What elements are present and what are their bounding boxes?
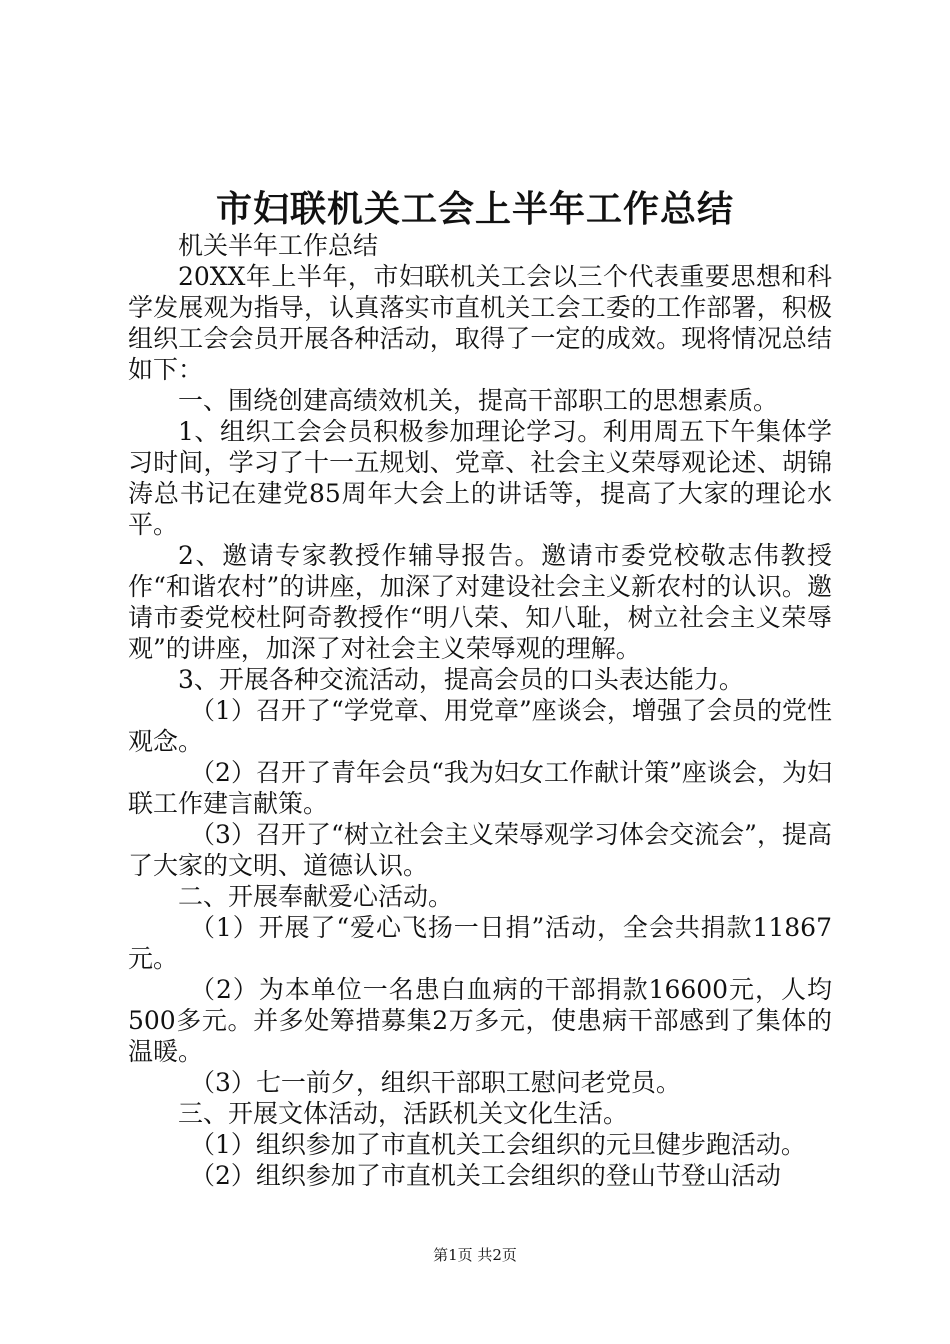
list-item: （2）召开了青年会员“我为妇女工作献计策”座谈会，为妇联工作建言献策。 [128,758,832,818]
paragraph: 机关半年工作总结 [178,231,379,260]
list-item: （2）为本单位一名患白血病的干部捐款16600元，人均500多元。并多处筹措募集2万多元，使患病干部感到了集体的温暖。 [128,975,832,1066]
paragraph: 20XX年上半年，市妇联机关工会以三个代表重要思想和科学发展观为指导，认真落实市直机关工会工委的工作部署，积极组织工会会员开展各种活动，取得了一定的成效。现将情况总结如下： [128,262,832,384]
list-item: （3）七一前夕，组织干部职工慰问老党员。 [190,1068,681,1097]
section-heading: 二、开展奉献爱心活动。 [178,882,454,911]
list-item: （2）组织参加了市直机关工会组织的登山节登山活动 [190,1161,781,1190]
list-item: （1）组织参加了市直机关工会组织的元旦健步跑活动。 [190,1130,806,1159]
paragraph: 3、开展各种交流活动，提高会员的口头表达能力。 [178,665,744,694]
page-footer: 第1页 共2页 [433,1246,517,1264]
list-item: （1）开展了“爱心飞扬一日捐”活动，全会共捐款11867元。 [128,913,832,973]
document-body [128,230,832,1191]
list-item: （3）召开了“树立社会主义荣辱观学习体会交流会”，提高了大家的文明、道德认识。 [128,820,832,880]
paragraph: 1、组织工会会员积极参加理论学习。利用周五下午集体学习时间，学习了十一五规划、党章、社会主义荣辱观论述、胡锦涛总书记在建党85周年大会上的讲话等，提高了大家的理论水平。 [128,417,832,539]
list-item: （1）召开了“学党章、用党章”座谈会，增强了会员的党性观念。 [128,696,832,756]
document-title: 市妇联机关工会上半年工作总结 [215,189,734,230]
paragraph: 2、邀请专家教授作辅导报告。邀请市委党校敬志伟教授作“和谐农村”的讲座，加深了对建设社会主义新农村的认识。邀请市委党校杜阿奇教授作“明八荣、知八耻，树立社会主义荣辱观”的讲座，加深了对社会主义荣辱观的理解。 [128,541,832,663]
section-heading: 一、围绕创建高绩效机关，提高干部职工的思想素质。 [178,386,779,415]
section-heading: 三、开展文体活动，活跃机关文化生活。 [178,1099,629,1128]
